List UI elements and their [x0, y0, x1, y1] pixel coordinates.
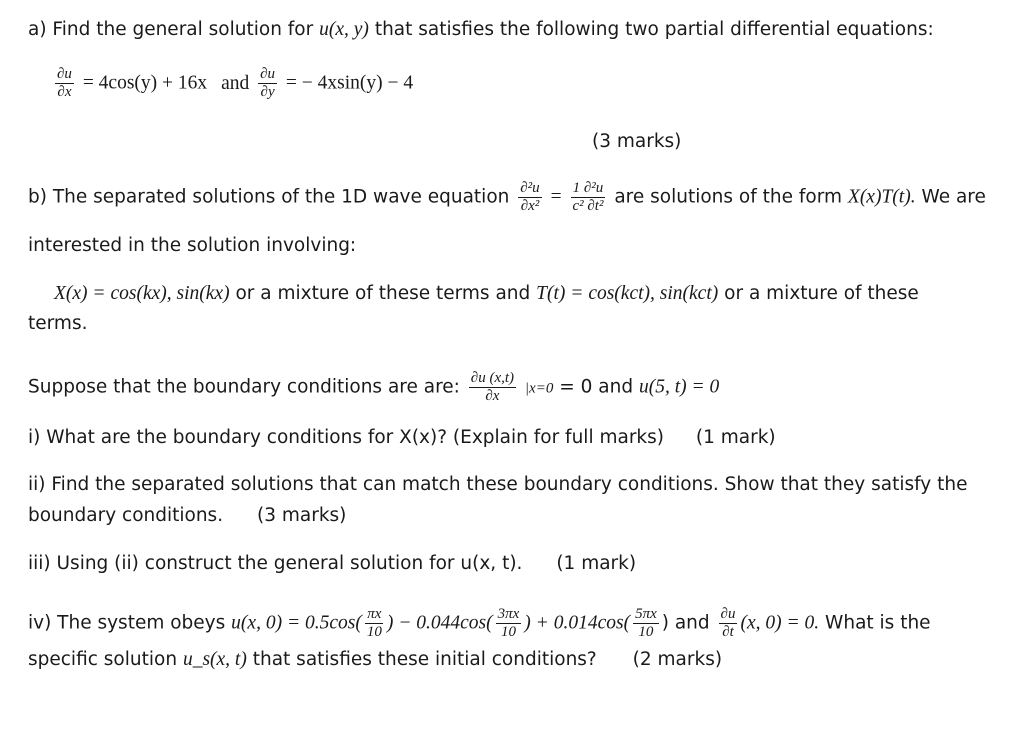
terms-word: terms.	[28, 313, 88, 334]
question-iv-line2-tail: that satisfies these initial conditions?	[252, 649, 597, 670]
part-b-intro: b) The separated solutions of the 1D wave equation	[28, 186, 510, 208]
solution-forms	[54, 282, 919, 306]
boundary-conditions	[28, 370, 719, 405]
part-b-mid: are solutions of the form	[614, 186, 843, 208]
bc-eq2: u(5, t) = 0	[638, 376, 720, 398]
bc-intro: Suppose that the boundary conditions are are:	[28, 376, 460, 398]
question-iii-marks: (1 mark)	[556, 553, 637, 574]
part-a-tail: that satisfies the following two partial differential equations:	[374, 19, 934, 40]
question-iv-tail: What is the	[825, 612, 931, 634]
question-iv-line2-text: specific solution	[28, 649, 178, 670]
x-definition: X(x) = cos(kx), sin(kx)	[54, 283, 230, 304]
equation-1-rhs: = 4cos(y) + 16x	[82, 72, 208, 94]
3pi-x-over-10: $\frac{3\pi x}{10}$	[497, 606, 520, 640]
or-mixture-2: or a mixture of these	[724, 283, 919, 304]
question-iv-line2	[28, 648, 722, 672]
question-ii-text: boundary conditions.	[28, 505, 224, 526]
du-dx-fraction: $\frac{\partial u}{\partial x}$	[57, 66, 72, 100]
question-i-marks: (1 mark)	[695, 427, 776, 448]
5pi-x-over-10: $\frac{5\pi x}{10}$	[635, 606, 657, 640]
question-ii-marks: (3 marks)	[256, 505, 347, 526]
question-iii	[28, 552, 636, 576]
separated-form: X(x)T(t).	[847, 186, 916, 208]
part-a-intro: a) Find the general solution for	[28, 19, 314, 40]
du-dy-fraction: $\frac{\partial u}{\partial y}$	[260, 66, 276, 100]
we-are: We are	[921, 186, 986, 208]
and-word: and	[221, 72, 250, 94]
du-dt-fraction: $\frac{\partial u}{\partial t}$	[720, 606, 736, 640]
pi-x-over-10: $\frac{\pi x}{10}$	[366, 606, 382, 640]
us-symbol: u_s(x, t)	[182, 649, 247, 670]
or-mixture-1: or a mixture of these terms and	[235, 283, 531, 304]
question-iv-marks: (2 marks)	[632, 649, 723, 670]
bc-eval: |x=0	[524, 380, 554, 397]
question-iv-line1: iv) The system obeys u(x, 0) = 0.5cos( $\frac{\pi x}{10}$ ) − 0.044cos( $\frac{3\pi x}{10}$ ) + 0.014cos( $\frac{5\pi x}{10}$ ) and $\frac{\partial u}{\partial t}$ (x, 0) = 0. What is the	[28, 606, 931, 640]
question-i	[28, 426, 776, 450]
question-ii-line2	[28, 504, 346, 528]
d2u-dx2-fraction: $\frac{\text{∂²u}}{\text{∂x²}}$	[520, 180, 540, 214]
question-iii-text: iii) Using (ii) construct the general solution for u(x, t).	[28, 553, 523, 574]
equals-sign: =	[550, 186, 562, 208]
wave-rhs-fraction: $\frac{\text{1 ∂²u}}{\text{c² ∂t²}}$	[572, 180, 604, 214]
part-b-question	[28, 180, 986, 215]
part-a-question	[28, 18, 934, 42]
question-i-text: i) What are the boundary conditions for X(x)? (Explain for full marks)	[28, 427, 664, 448]
part-b-line2: interested in the solution involving:	[28, 235, 357, 256]
bc-eq1: = 0 and	[559, 376, 634, 398]
t-definition: T(t) = cos(kct), sin(kct)	[536, 283, 719, 304]
du-dx-bc-fraction: $\frac{\partial u (x,t)}{\partial x}$	[470, 370, 515, 404]
equation-2-rhs: = − 4xsin(y) − 4	[285, 72, 414, 94]
question-iv-intro: iv) The system obeys	[28, 612, 226, 634]
part-a-equations	[52, 66, 413, 101]
part-a-marks: (3 marks)	[592, 131, 682, 152]
question-ii-line1: ii) Find the separated solutions that can match these boundary conditions. Show that they satisfy the	[28, 474, 968, 495]
part-a-func: u(x, y)	[319, 19, 369, 40]
